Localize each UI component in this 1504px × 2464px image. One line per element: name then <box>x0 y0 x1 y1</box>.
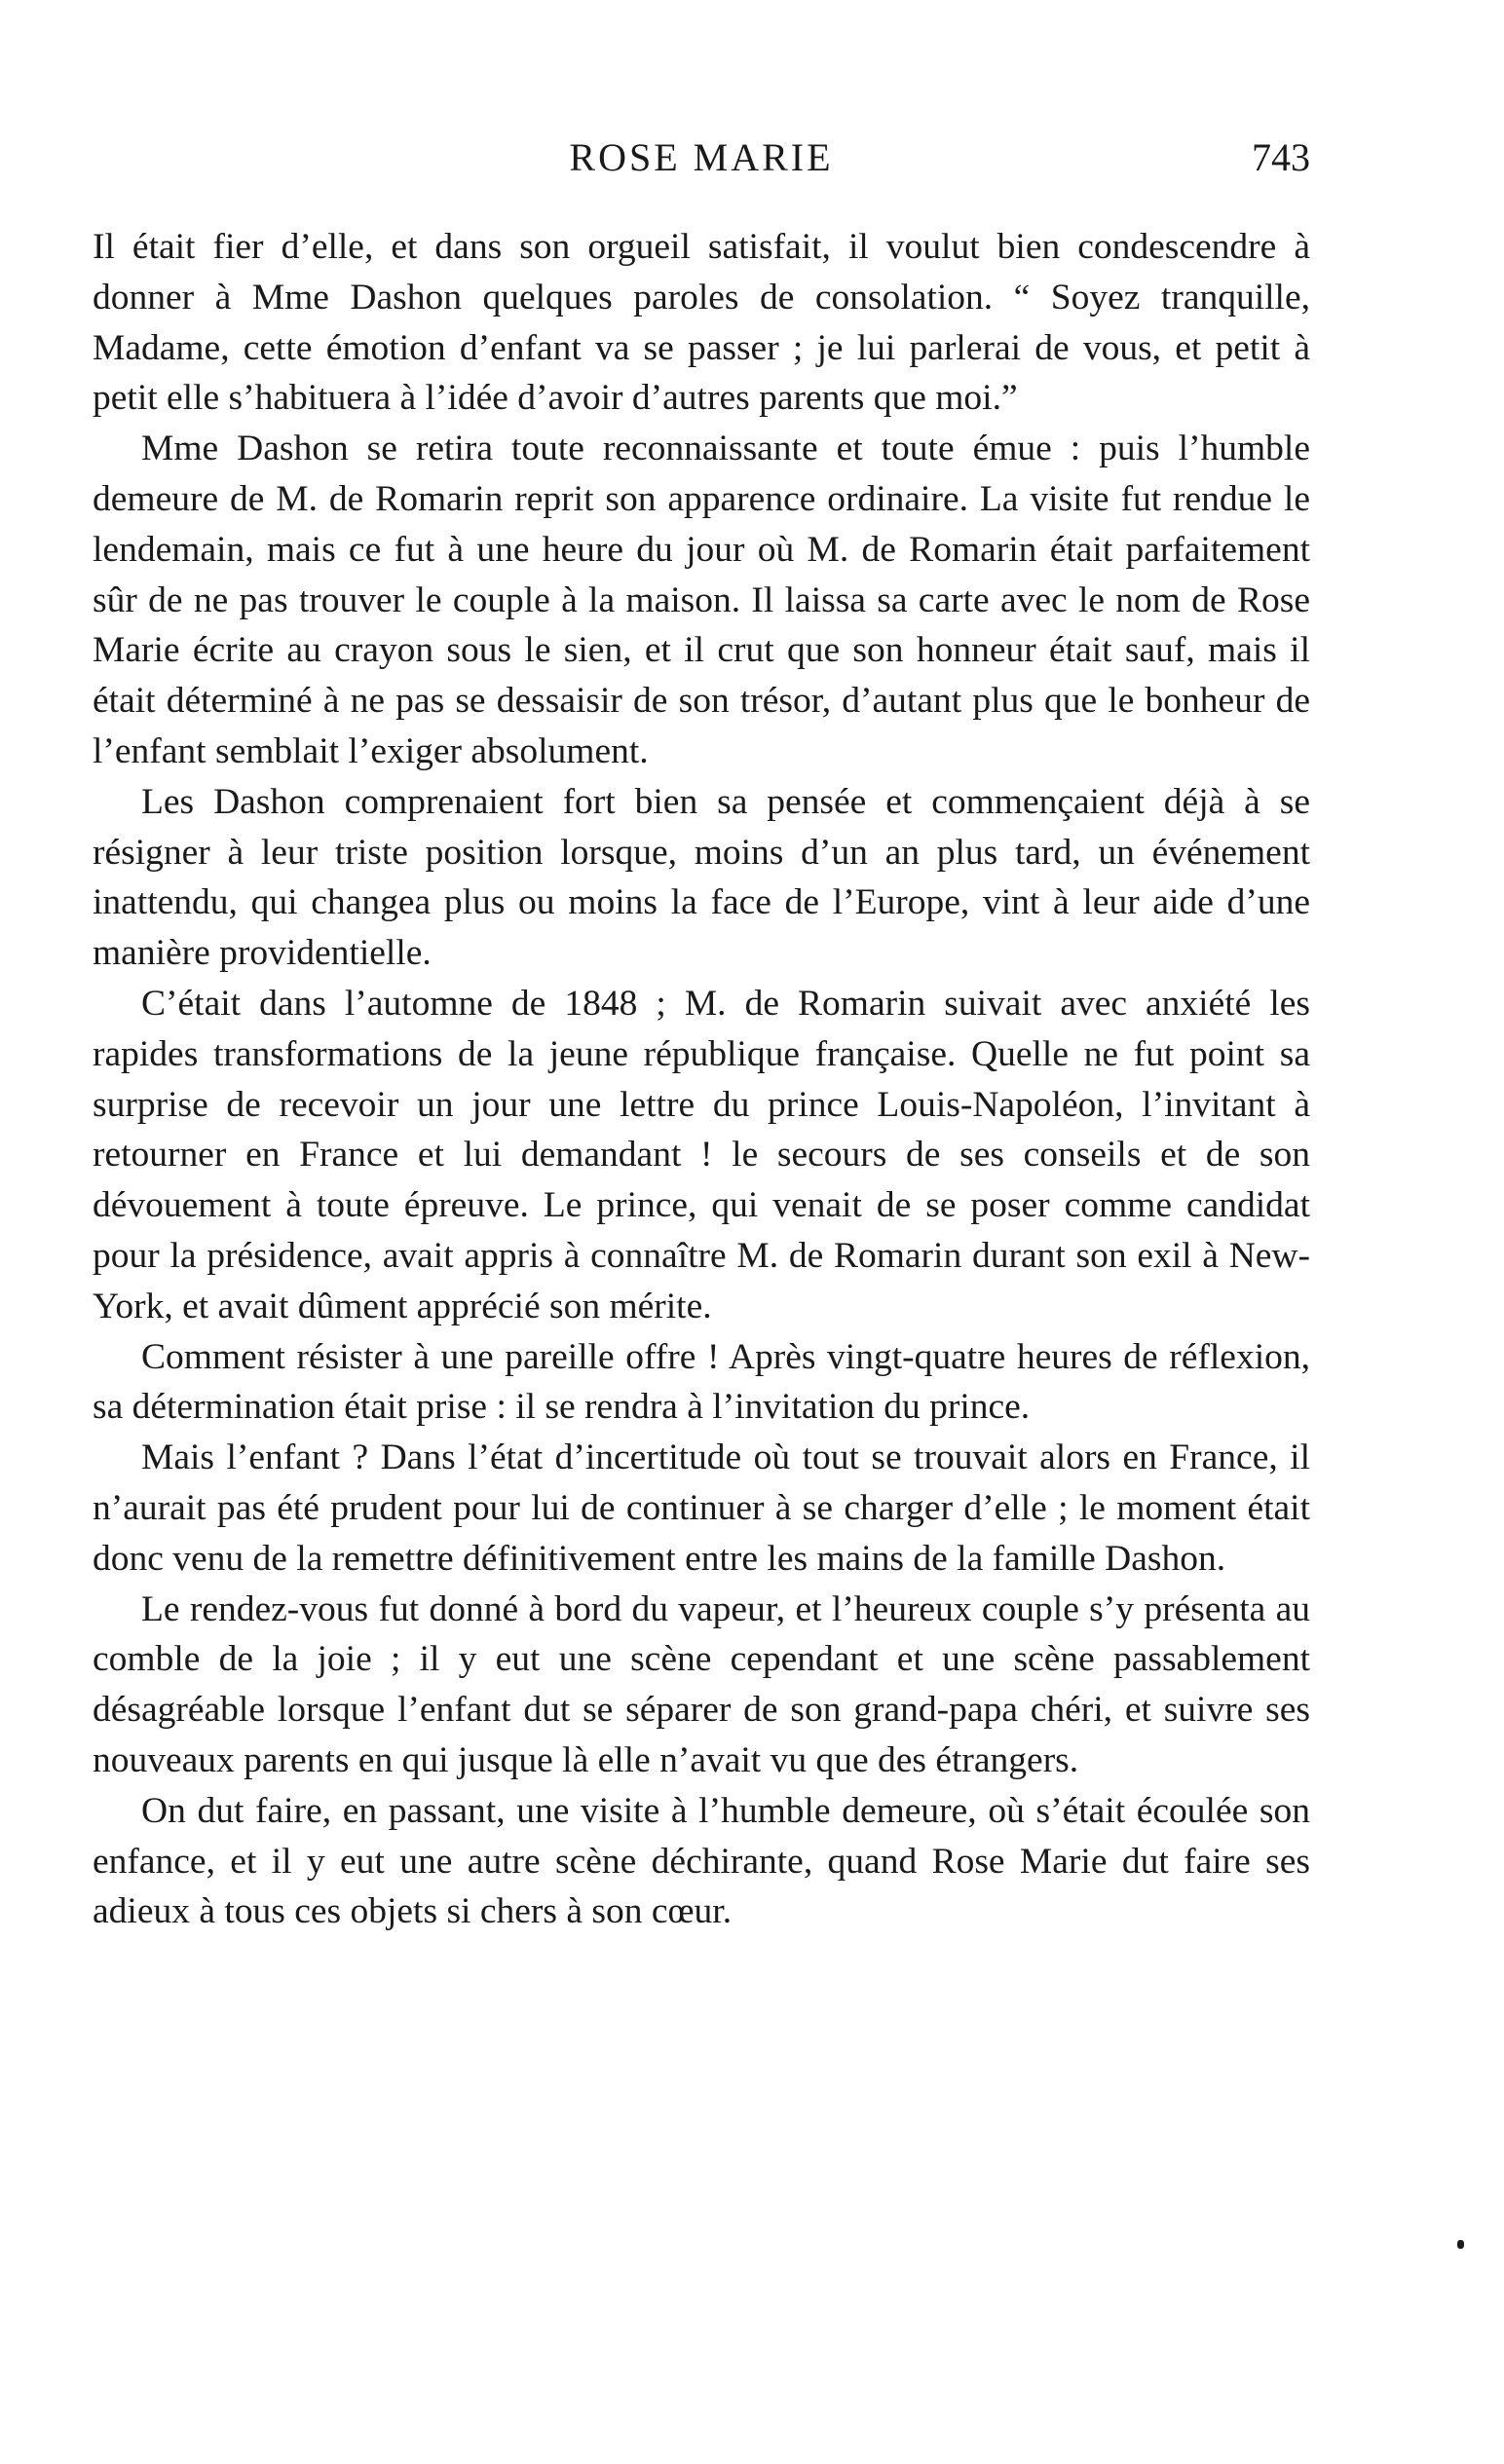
paragraph-3: Les Dashon comprenaient fort bien sa pensée et commençaient déjà à se résigner à leur triste position lorsque, moins d’un an plus tard, un événement inattendu, qui changea plus ou moins la face de l’Europe, vint à leur aide d’une manière providentielle. <box>93 781 1310 974</box>
running-title: ROSE MARIE <box>569 135 834 179</box>
running-head <box>93 134 1310 193</box>
paragraph-8: On dut faire, en passant, une visite à l’humble demeure, où s’était écoulée son enfance, et il y eut une autre scène déchirante, quand Rose Marie dut faire ses adieux à tous ces objets si chers à son cœur. <box>93 1790 1310 1932</box>
paragraph-6: Mais l’enfant ? Dans l’état d’incertitude où tout se trouvait alors en France, il n’aurait pas été prudent pour lui de continuer à se charger d’elle ; le moment était donc venu de la remettre définitivement entre les mains de la famille Dashon. <box>93 1437 1310 1579</box>
paragraph-2: Mme Dashon se retira toute reconnaissante et toute émue : puis l’humble demeure de M. de Romarin reprit son apparence ordinaire. La visite fut rendue le lendemain, mais ce fut à une heure du jour où M. de Romarin était parfaitement sûr de ne pas trouver le couple à la maison. Il laissa sa carte avec le nom de Rose Marie écrite au crayon sous le sien, et il crut que son honneur était sauf, mais il était déterminé à ne pas se dessaisir de son trésor, d’autant plus que le bonheur de l’enfant semblait l’exiger absolument. <box>93 429 1310 771</box>
body-text <box>93 222 1310 1937</box>
ink-speck <box>1457 2240 1464 2249</box>
paragraph-5: Comment résister à une pareille offre ! Après vingt-quatre heures de réflexion, sa détermination était prise : il se rendra à l’invitation du prince. <box>93 1336 1310 1428</box>
paragraph-4: C’était dans l’automne de 1848 ; M. de Romarin suivait avec anxiété les rapides transformations de la jeune république française. Quelle ne fut point sa surprise de recevoir un jour une lettre du prince Louis-Napoléon, l’invitant à retourner en France et lui demandant ! le secours de ses conseils et de son dévouement à toute épreuve. Le prince, qui venait de se poser comme candidat pour la présidence, avait appris à connaître M. de Romarin durant son exil à New-York, et avait dûment apprécié son mérite. <box>93 983 1310 1326</box>
page-number: 743 <box>1252 135 1310 179</box>
paragraph-1: Il était fier d’elle, et dans son orgueil satisfait, il voulut bien condescendre à donner à Mme Dashon quelques paroles de consolation. “ Soyez tranquille, Madame, cette émotion d’enfant va se passer ; je lui parlerai de vous, et petit à petit elle s’habituera à l’idée d’avoir d’autres parents que moi.” <box>93 227 1310 419</box>
paragraph-7: Le rendez-vous fut donné à bord du vapeur, et l’heureux couple s’y présenta au comble de la joie ; il y eut une scène cependant et une scène passablement désagréable lorsque l’enfant dut se séparer de son grand-papa chéri, et suivre ses nouveaux parents en qui jusque là elle n’avait vu que des étrangers. <box>93 1588 1310 1780</box>
